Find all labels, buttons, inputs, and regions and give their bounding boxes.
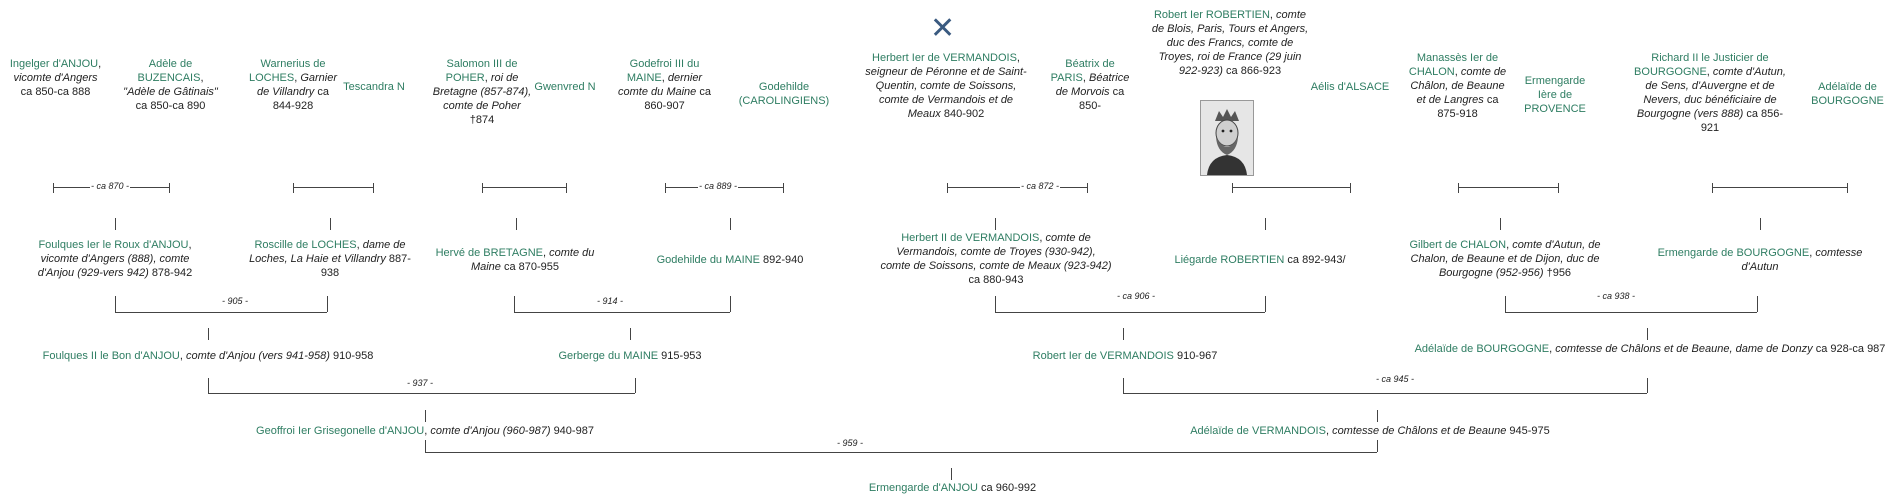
marriage-line [514, 312, 730, 313]
person-name[interactable]: Robert Ier ROBERTIEN [1153, 9, 1270, 21]
person-aelis[interactable] [1310, 80, 1390, 94]
person-dates: 840-902 [943, 108, 985, 120]
person-dates: 910-967 [1176, 350, 1218, 362]
person-dates: ca 850-ca 888 [20, 86, 91, 98]
person-richard[interactable]: Richard II le Justicier de BOURGOGNE, comte d'Autun, de Sens, d'Auvergne et de Nevers, duc bénéficiaire de Bourgogne (vers 888) ca 856-921 [1634, 52, 1786, 134]
marriage-line [425, 452, 1377, 453]
connector [1350, 183, 1351, 193]
person-desc: dame de Loches, La Haie et Villandry [249, 239, 406, 265]
person-name[interactable]: Gerberge du MAINE [558, 350, 659, 362]
person-desc: comte d'Autun, de Sens, d'Auvergne et de Nevers, duc bénéficiaire de Bourgogne (vers 888) [1636, 66, 1786, 120]
marriage-line [1712, 187, 1847, 188]
person-desc: Garnier de Villandry [257, 72, 338, 98]
connector [293, 183, 294, 193]
person-dates: ca 856-921 [1700, 108, 1784, 134]
person-name[interactable]: Adélaïde de VERMANDOIS [1190, 425, 1326, 437]
person-name[interactable]: Foulques II le Bon d'ANJOU [42, 350, 180, 362]
person-desc: vicomte d'Angers (888), comte d'Anjou (929-vers 942) [37, 253, 190, 279]
connector [1123, 328, 1124, 340]
person-godefroi[interactable]: Godefroi III du MAINE, dernier comte du Maine ca 860-907 [618, 58, 711, 112]
person-name[interactable]: Gwenvred N [534, 81, 596, 93]
connector [947, 183, 948, 193]
connector [730, 296, 731, 312]
connector [327, 296, 328, 312]
person-liegarde[interactable] [1150, 253, 1370, 267]
person-gerberge[interactable] [535, 349, 725, 363]
person-dates: ca 928-ca 987 [1815, 343, 1886, 355]
marriage-date: - ca 945 - [1375, 374, 1415, 384]
portrait-image [1200, 100, 1254, 176]
person-dates: †874 [469, 114, 495, 126]
person-dates: 910-958 [333, 350, 374, 362]
person-name[interactable]: Godehilde du MAINE [656, 254, 760, 266]
marriage-line [208, 393, 635, 394]
connector [516, 218, 517, 230]
person-dates: ca 875-918 [1437, 94, 1499, 120]
person-dates: ca 866-923 [1226, 65, 1282, 77]
person-desc: Béatrice de Morvois [1055, 72, 1130, 98]
person-name[interactable]: Warnerius de LOCHES [248, 58, 326, 84]
person-ermengarde-provence[interactable] [1515, 74, 1595, 116]
person-name[interactable]: Godefroi III du MAINE [626, 58, 700, 84]
connector [330, 218, 331, 230]
person-name[interactable]: Herbert II de VERMANDOIS [901, 232, 1040, 244]
person-name[interactable]: Roscille de LOCHES [254, 239, 357, 251]
person-herbert2[interactable]: Herbert II de VERMANDOIS, comte de Vermandois, comte de Troyes (930-942), comte de Soissons, comte de Meaux (923-942) ca 880-943 [880, 232, 1112, 286]
person-ingelger[interactable]: Ingelger d'ANJOU, vicomte d'Angers ca 850-ca 888 [9, 58, 102, 98]
connector [1712, 183, 1713, 193]
person-dates: ca 880-943 [968, 274, 1024, 286]
person-dates: ca 960-992 [981, 482, 1037, 494]
person-name[interactable]: Godehilde (CAROLINGIENS) [738, 81, 830, 107]
person-manasses[interactable]: Manassès Ier de CHALON, comte de Châlon, de Beaune et de Langres ca 875-918 [1408, 52, 1507, 120]
person-desc: comte du Maine [470, 247, 595, 273]
connector [1500, 218, 1501, 230]
connector [1458, 183, 1459, 193]
person-name[interactable]: Ingelger d'ANJOU [9, 58, 99, 70]
marriage-line [1505, 312, 1757, 313]
connector [1087, 183, 1088, 193]
person-dates: ca 850-ca 890 [135, 100, 206, 112]
person-desc: comte d'Autun, de Chalon, de Beaune et de Dijon, duc de Bourgogne (952-956) [1410, 239, 1601, 279]
person-desc: comtesse de Châlons et de Beaune, dame de Donzy [1555, 343, 1813, 355]
person-desc: "Adèle de Gâtinais" [123, 86, 218, 98]
person-adele[interactable]: Adèle de BUZENCAIS, "Adèle de Gâtinais" ca 850-ca 890 [123, 58, 218, 112]
person-dates: ca 850- [1078, 86, 1125, 112]
person-foulques1[interactable]: Foulques Ier le Roux d'ANJOU, vicomte d'Angers (888), comte d'Anjou (929-vers 942) 878-942 [37, 239, 193, 279]
person-roscille[interactable]: Roscille de LOCHES, dame de Loches, La Haie et Villandry 887-938 [249, 239, 411, 279]
person-desc: comtesse de Châlons et de Beaune [1332, 425, 1507, 437]
connector [1232, 183, 1233, 193]
connector [1265, 218, 1266, 230]
connector [665, 183, 666, 193]
person-robert-vermandois[interactable] [1010, 349, 1240, 363]
person-dates: †956 [1546, 267, 1572, 279]
person-name[interactable]: Adélaïde de BOURGOGNE [1414, 343, 1550, 355]
person-adelaide-bourgogne-2[interactable]: Adélaïde de BOURGOGNE, comtesse de Châlons et de Beaune, dame de Donzy ca 928-ca 987 [1414, 343, 1886, 355]
person-desc: seigneur de Péronne et de Saint-Quentin, comte de Soissons, comte de Vermandois et de Meaux [865, 66, 1027, 120]
connector [1377, 440, 1378, 452]
connector [1757, 296, 1758, 312]
person-name[interactable]: Geoffroi Ier Grisegonelle d'ANJOU [256, 425, 425, 437]
person-dates: ca 860-907 [644, 86, 711, 112]
person-warnerius[interactable]: Warnerius de LOCHES, Garnier de Villandry ca 844-928 [248, 58, 338, 112]
person-dates: 945-975 [1509, 425, 1550, 437]
person-name[interactable]: Ermengarde d'ANJOU [868, 482, 978, 494]
connector [783, 183, 784, 193]
connector [730, 218, 731, 230]
marriage-line [1123, 393, 1647, 394]
connector [1647, 378, 1648, 393]
person-name[interactable]: Hervé de BRETAGNE [435, 247, 543, 259]
marriage-line [1232, 187, 1350, 188]
connector [1377, 410, 1378, 422]
connector [373, 183, 374, 193]
connector [208, 378, 209, 393]
person-foulques2[interactable]: Foulques II le Bon d'ANJOU, comte d'Anjou (vers 941-958) 910-958 [42, 350, 374, 362]
person-name[interactable]: Gilbert de CHALON [1409, 239, 1507, 251]
person-salomon[interactable]: Salomon III de POHER, roi de Bretagne (857-874), comte de Poher †874 [432, 58, 532, 126]
person-godehilde-maine[interactable] [640, 253, 820, 267]
marriage-date: - 937 - [400, 378, 440, 388]
connector [208, 328, 209, 340]
connector [53, 183, 54, 193]
connector [951, 468, 952, 480]
connector [169, 183, 170, 193]
person-name[interactable]: Foulques Ier le Roux d'ANJOU [38, 239, 189, 251]
marriage-date: - ca 906 - [1116, 291, 1156, 301]
marriage-line [482, 187, 566, 188]
person-name[interactable]: Robert Ier de VERMANDOIS [1032, 350, 1174, 362]
person-desc: comtesse d'Autun [1741, 247, 1863, 273]
person-desc: comte d'Anjou (960-987) [430, 425, 551, 437]
connector [425, 440, 426, 452]
connector [1558, 183, 1559, 193]
person-name[interactable]: Salomon III de POHER [445, 58, 518, 84]
person-dates: 915-953 [661, 350, 702, 362]
person-desc: dernier comte du Maine [618, 72, 703, 98]
marriage-line [115, 312, 327, 313]
connector [482, 183, 483, 193]
close-icon[interactable]: ✕ [930, 11, 956, 46]
connector [995, 218, 996, 230]
person-name[interactable]: Adèle de BUZENCAIS [137, 58, 201, 84]
person-dates: ca 844-928 [272, 86, 329, 112]
person-dates: 940-987 [553, 425, 594, 437]
person-dates: 878-942 [151, 267, 193, 279]
person-name[interactable]: Béatrix de PARIS [1050, 58, 1115, 84]
person-gwenvred[interactable] [530, 80, 600, 94]
marriage-date: - ca 938 - [1596, 291, 1636, 301]
person-name[interactable]: Adélaïde de BOURGOGNE [1811, 81, 1884, 107]
person-robert1[interactable]: Robert Ier ROBERTIEN, comte de Blois, Paris, Tours et Angers, duc des Francs, comte de Troyes, roi de France (29 juin 922-923) ca 866-923 [1151, 9, 1309, 77]
person-name[interactable]: Herbert Ier de VERMANDOIS [872, 52, 1017, 64]
connector [566, 183, 567, 193]
connector [995, 296, 996, 312]
person-ermengarde-bourgogne[interactable]: Ermengarde de BOURGOGNE, comtesse d'Autun [1657, 247, 1863, 273]
connector [425, 410, 426, 422]
person-ermengarde-anjou[interactable] [820, 481, 1085, 495]
connector [1123, 378, 1124, 393]
connector [514, 296, 515, 312]
marriage-line [293, 187, 373, 188]
connector [1265, 296, 1266, 312]
person-gilbert[interactable]: Gilbert de CHALON, comte d'Autun, de Chalon, de Beaune et de Dijon, duc de Bourgogne (952-956) †956 [1409, 239, 1601, 279]
person-desc: comte de Châlon, de Beaune et de Langres [1410, 66, 1507, 106]
connector [635, 378, 636, 393]
marriage-line [947, 187, 1087, 188]
connector [1505, 296, 1506, 312]
marriage-date: - ca 870 - [90, 181, 130, 191]
connector [1760, 218, 1761, 230]
person-desc: vicomte d'Angers [13, 72, 98, 84]
person-tescandra[interactable] [338, 80, 410, 94]
person-dates: ca 892-943/ [1287, 254, 1346, 266]
connector [115, 296, 116, 312]
marriage-line [995, 312, 1265, 313]
person-name[interactable]: Ermengarde Ière de PROVENCE [1524, 75, 1586, 115]
marriage-date: - 905 - [215, 296, 255, 306]
person-beatrix[interactable]: Béatrix de PARIS, Béatrice de Morvois ca 850- [1050, 58, 1130, 112]
person-adelaide-bourgogne-1[interactable] [1800, 80, 1895, 108]
person-herbert1[interactable]: Herbert Ier de VERMANDOIS, seigneur de Péronne et de Saint-Quentin, comte de Soissons, comte de Vermandois et de Meaux 840-902 [865, 52, 1027, 120]
person-godehilde-carolingiens[interactable] [728, 80, 840, 108]
connector [1647, 328, 1648, 340]
person-dates: 892-940 [763, 254, 804, 266]
person-adelaide-vermandois[interactable]: Adélaïde de VERMANDOIS, comtesse de Châlons et de Beaune 945-975 [1190, 425, 1550, 437]
person-desc: roi de Bretagne (857-874), comte de Poher [432, 72, 532, 112]
person-name[interactable]: Aélis d'ALSACE [1310, 81, 1390, 93]
marriage-date: - ca 889 - [698, 181, 738, 191]
connector [630, 328, 631, 340]
person-geoffroi[interactable]: Geoffroi Ier Grisegonelle d'ANJOU, comte d'Anjou (960-987) 940-987 [256, 425, 594, 437]
person-dates: ca 870-955 [503, 261, 560, 273]
marriage-date: - 914 - [590, 296, 630, 306]
connector [115, 218, 116, 230]
person-herve[interactable]: Hervé de BRETAGNE, comte du Maine ca 870-955 [435, 247, 595, 273]
connector [1847, 183, 1848, 193]
marriage-date: - 959 - [830, 438, 870, 448]
person-name[interactable]: Tescandra N [343, 81, 405, 93]
marriage-line [1458, 187, 1558, 188]
person-name[interactable]: Manassès Ier de CHALON [1408, 52, 1499, 78]
person-name[interactable]: Liégarde ROBERTIEN [1174, 254, 1285, 266]
person-desc: comte de Vermandois, comte de Troyes (930-942), comte de Soissons, comte de Meaux (923-942) [880, 232, 1112, 272]
person-dates: 887-938 [320, 253, 411, 279]
person-desc: comte de Blois, Paris, Tours et Angers, duc des Francs, comte de Troyes, roi de France (29 juin 922-923) [1151, 9, 1309, 77]
person-name[interactable]: Richard II le Justicier de BOURGOGNE [1634, 52, 1769, 78]
marriage-date: - ca 872 - [1020, 181, 1060, 191]
person-name[interactable]: Ermengarde de BOURGOGNE [1657, 247, 1810, 259]
person-desc: comte d'Anjou (vers 941-958) [185, 350, 330, 362]
